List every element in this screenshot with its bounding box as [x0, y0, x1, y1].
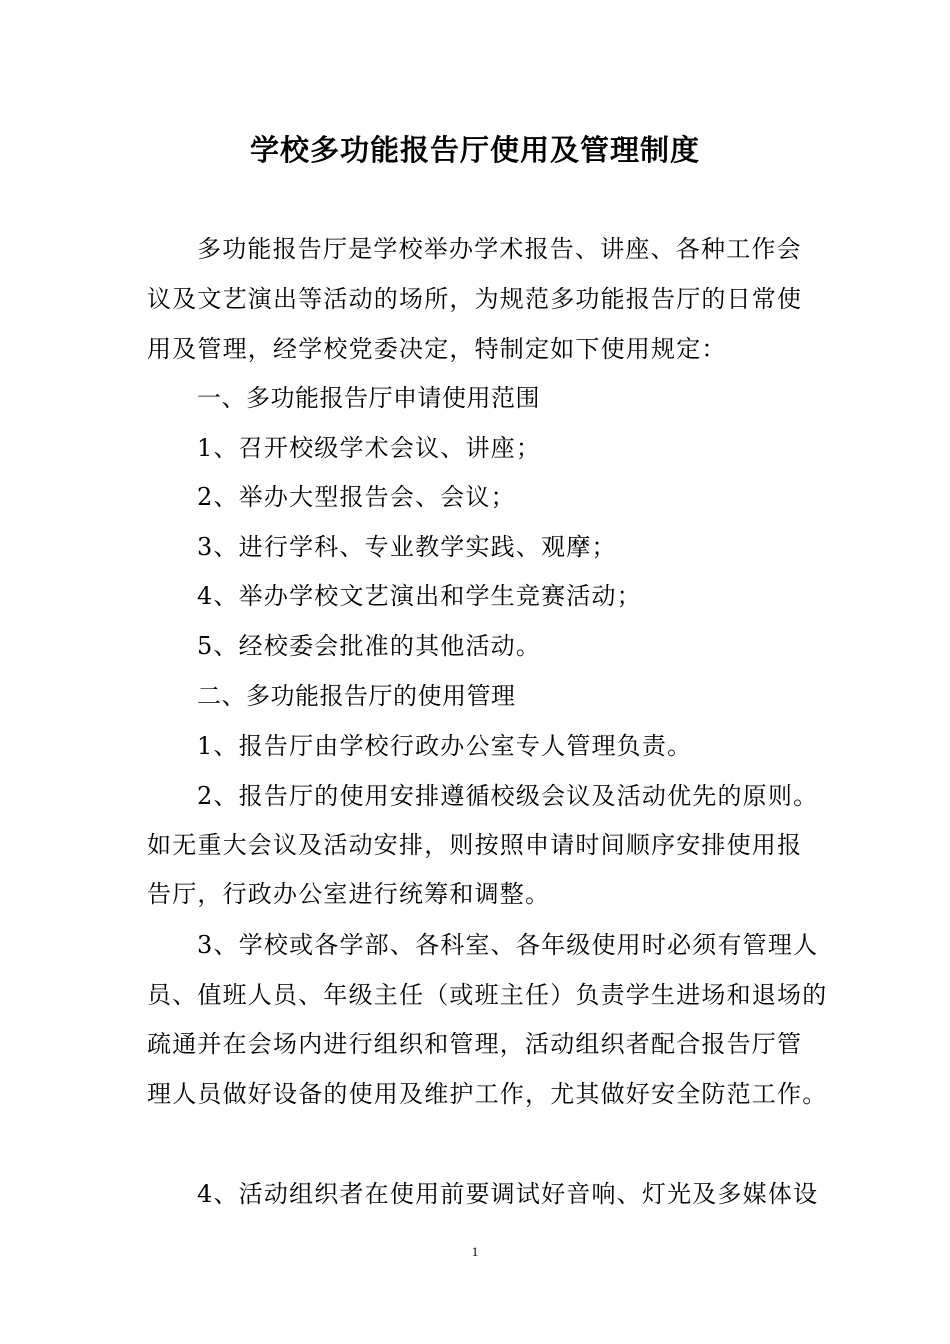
intro-line-3: 用及管理，经学校党委决定，特制定如下使用规定： [147, 335, 727, 363]
page-number: 1 [471, 1244, 479, 1259]
rule-1: 1、报告厅由学校行政办公室专人管理负责。 [197, 732, 693, 760]
rule-3-line-3: 疏通并在会场内进行组织和管理，活动组织者配合报告厅管 [147, 1030, 803, 1058]
rule-2-line-1: 2、报告厅的使用安排遵循校级会议及活动优先的原则。 [197, 782, 819, 810]
scope-item-2: 2、举办大型报告会、会议； [197, 483, 516, 511]
rule-3-line-4: 理人员做好设备的使用及维护工作，尤其做好安全防范工作。 [147, 1080, 828, 1108]
scope-item-3: 3、进行学科、专业教学实践、观摩； [197, 533, 617, 561]
section-heading-2: 二、多功能报告厅的使用管理 [197, 682, 516, 710]
rule-4-line-1: 4、活动组织者在使用前要调试好音响、灯光及多媒体设 [197, 1180, 819, 1208]
section-heading-1: 一、多功能报告厅申请使用范围 [197, 384, 540, 412]
scope-item-4: 4、举办学校文艺演出和学生竞赛活动； [197, 582, 642, 610]
intro-line-2: 议及文艺演出等活动的场所，为规范多功能报告厅的日常使 [147, 285, 803, 313]
scope-item-1: 1、召开校级学术会议、讲座； [197, 434, 542, 462]
document-title: 学校多功能报告厅使用及管理制度 [249, 133, 700, 167]
rule-3-line-1: 3、学校或各学部、各科室、各年级使用时必须有管理人 [197, 931, 819, 959]
rule-3-line-2: 员、值班人员、年级主任（或班主任）负责学生进场和退场的 [147, 981, 828, 1009]
rule-2-line-2: 如无重大会议及活动安排，则按照申请时间顺序安排使用报 [147, 831, 803, 859]
rule-2-line-3: 告厅，行政办公室进行统筹和调整。 [147, 880, 551, 908]
scope-item-5: 5、经校委会批准的其他活动。 [197, 632, 542, 660]
intro-line-1: 多功能报告厅是学校举办学术报告、讲座、各种工作会 [197, 235, 802, 263]
